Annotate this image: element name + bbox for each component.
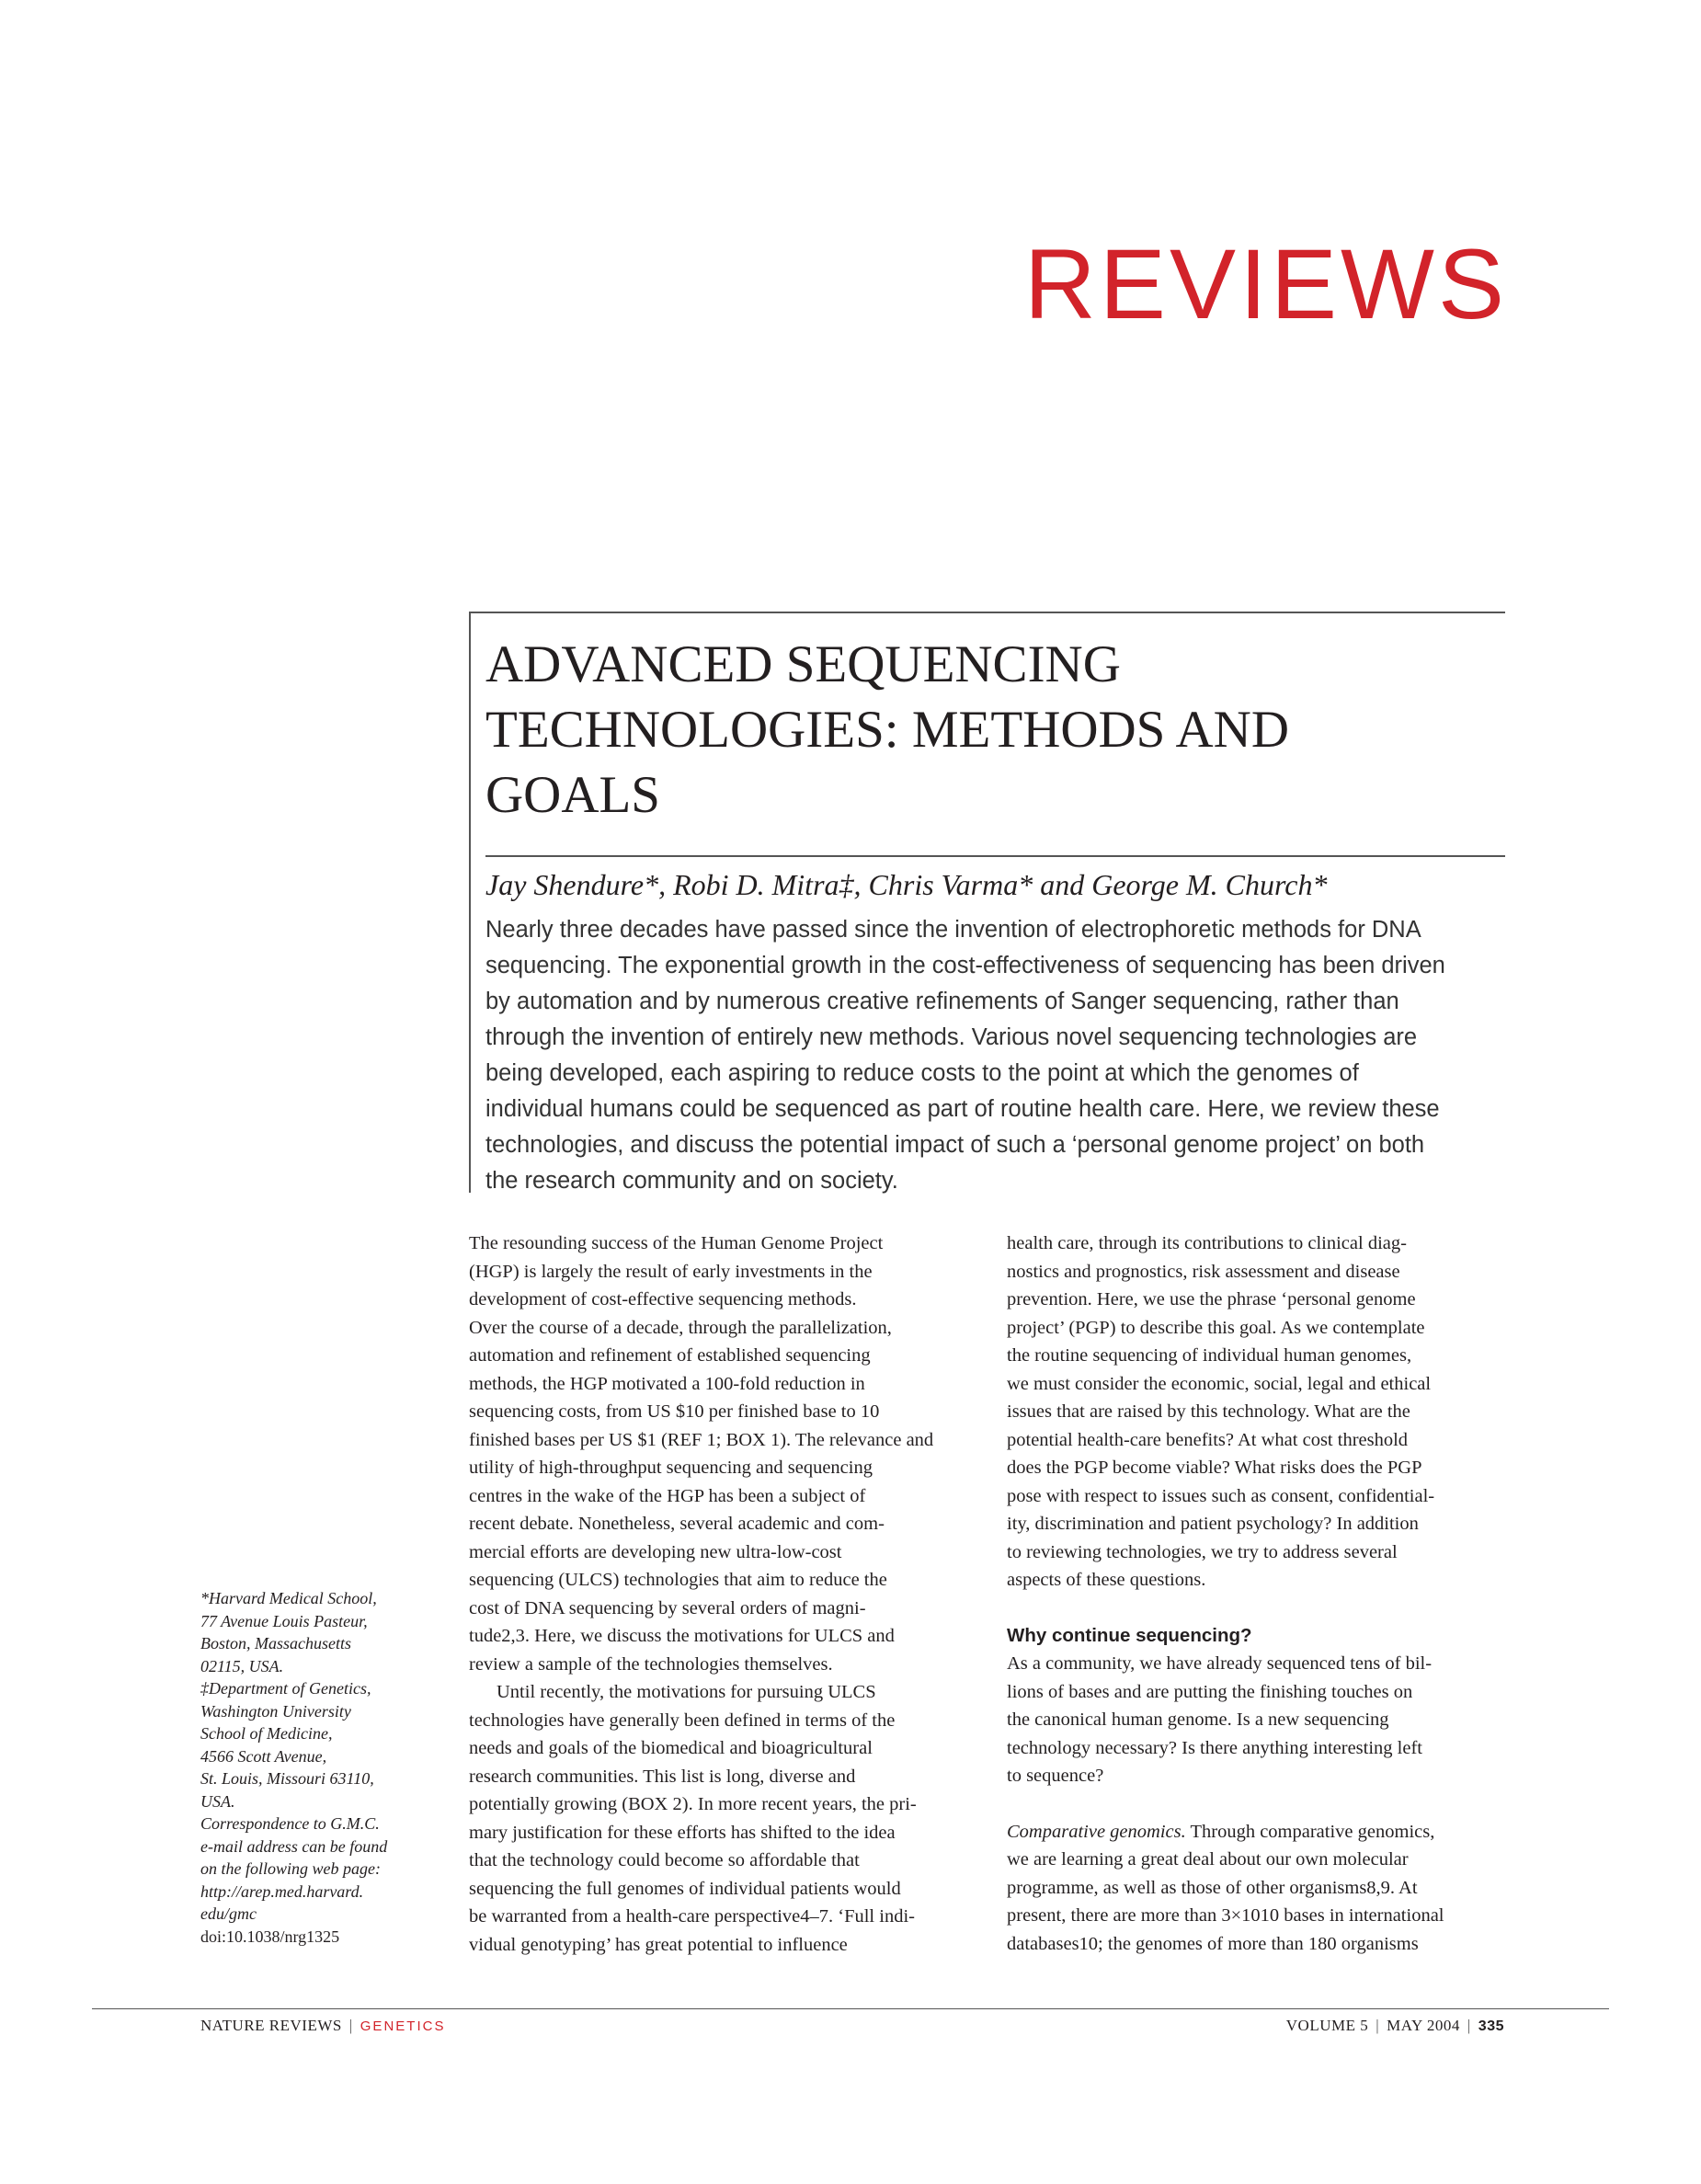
footer-issue xyxy=(1286,2017,1504,2035)
abstract-line: individual humans could be sequenced as part of routine health care. Here, we review these xyxy=(485,1096,1440,1122)
body-line: recent debate. Nonetheless, several academic and com- xyxy=(469,1514,885,1534)
abstract-line: sequencing. The exponential growth in the cost-effectiveness of sequencing has been driven xyxy=(485,953,1445,978)
body-line: sequencing the full genomes of individual patients would xyxy=(469,1878,901,1899)
title-line: TECHNOLOGIES: METHODS AND xyxy=(485,701,1289,759)
affiliation-line: St. Louis, Missouri 63110, xyxy=(200,1769,374,1788)
doi: doi:10.1038/nrg1325 xyxy=(200,1927,340,1946)
body-line: we must consider the economic, social, legal and ethical xyxy=(1007,1373,1432,1394)
issue-date: MAY 2004 xyxy=(1387,2017,1460,2034)
body-line: lions of bases and are putting the finishing touches on xyxy=(1007,1681,1413,1702)
body-line: present, there are more than 3×1010 bases in international xyxy=(1007,1905,1444,1926)
body-line: As a community, we have already sequenced tens of bil- xyxy=(1007,1653,1433,1674)
body-line: utility of high-throughput sequencing and sequencing xyxy=(469,1458,873,1478)
body-line: Until recently, the motivations for pursuing ULCS xyxy=(497,1682,876,1702)
body-line: the routine sequencing of individual human genomes, xyxy=(1007,1345,1412,1366)
body-line: that the technology could become so affordable that xyxy=(469,1850,860,1870)
body-line: sequencing (ULCS) technologies that aim to reduce the xyxy=(469,1570,887,1590)
body-line: development of cost-effective sequencing methods. xyxy=(469,1289,857,1309)
body-line: The resounding success of the Human Genome Project xyxy=(469,1233,884,1253)
separator: | xyxy=(348,2017,353,2034)
body-line: technologies have generally been defined in terms of the xyxy=(469,1709,896,1731)
affiliation-line: 77 Avenue Louis Pasteur, xyxy=(200,1611,368,1630)
affiliation-line: Washington University xyxy=(200,1701,351,1721)
title-divider xyxy=(485,855,1505,857)
body-line: nostics and prognostics, risk assessment and disease xyxy=(1007,1261,1400,1282)
body-line: needs and goals of the biomedical and bioagricultural xyxy=(469,1738,873,1758)
body-line: prevention. Here, we use the phrase ‘personal genome xyxy=(1007,1289,1416,1309)
body-line: review a sample of the technologies themselves. xyxy=(469,1653,833,1675)
body-line: technology necessary? Is there anything interesting left xyxy=(1007,1737,1422,1758)
body-line: to reviewing technologies, we try to address several xyxy=(1007,1541,1398,1562)
section-heading: Why continue sequencing? xyxy=(1007,1624,1252,1646)
affiliation-line: School of Medicine, xyxy=(200,1724,333,1743)
affiliation-line: *Harvard Medical School, xyxy=(200,1589,377,1607)
body-text: Through comparative genomics, xyxy=(1185,1821,1435,1842)
body-line: does the PGP become viable? What risks does the PGP xyxy=(1007,1458,1422,1478)
abstract-line: being developed, each aspiring to reduce costs to the point at which the genomes of xyxy=(485,1060,1359,1086)
body-line: sequencing costs, from US $10 per finished base to 10 xyxy=(469,1401,880,1422)
affiliation-line[interactable]: http://arep.med.harvard. xyxy=(200,1881,364,1901)
body-column-left xyxy=(469,1229,965,1959)
body-line: automation and refinement of established sequencing xyxy=(469,1345,871,1366)
body-line: aspects of these questions. xyxy=(1007,1570,1206,1590)
separator: | xyxy=(1376,2017,1380,2034)
abstract-line: Nearly three decades have passed since the invention of electrophoretic methods for DNA xyxy=(485,917,1421,943)
body-line: mercial efforts are developing new ultra-low-cost xyxy=(469,1541,842,1562)
body-line: tude2,3. Here, we discuss the motivations for ULCS and xyxy=(469,1626,895,1646)
body-line: ity, discrimination and patient psychology? In addition xyxy=(1007,1514,1419,1534)
body-line: research communities. This list is long, diverse and xyxy=(469,1766,856,1787)
body-line: databases10; the genomes of more than 180 organisms xyxy=(1007,1933,1419,1954)
body-line: health care, through its contributions to clinical diag- xyxy=(1007,1233,1407,1253)
body-line: pose with respect to issues such as consent, confidential- xyxy=(1007,1485,1435,1506)
abstract-line: through the invention of entirely new methods. Various novel sequencing technologies are xyxy=(485,1024,1418,1050)
body-line xyxy=(1007,1818,1503,1847)
abstract-line: by automation and by numerous creative refinements of Sanger sequencing, rather than xyxy=(485,989,1399,1014)
subsection-heading: Comparative genomics. xyxy=(1007,1821,1186,1842)
affiliation-line: USA. xyxy=(200,1791,235,1811)
title-line: ADVANCED SEQUENCING xyxy=(485,635,1121,693)
body-line: vidual genotyping’ has great potential to influence xyxy=(469,1934,848,1955)
article-header xyxy=(469,612,1505,1193)
body-line: Over the course of a decade, through the parallelization, xyxy=(469,1317,892,1338)
body-line: issues that are raised by this technology. What are the xyxy=(1007,1401,1410,1422)
body-line: potentially growing (BOX 2). In more recent years, the pri- xyxy=(469,1794,917,1814)
body-line: programme, as well as those of other organisms8,9. At xyxy=(1007,1877,1418,1898)
publisher-name: NATURE REVIEWS xyxy=(200,2017,342,2034)
affiliations xyxy=(200,1587,440,1948)
body-line: to sequence? xyxy=(1007,1766,1104,1786)
body-line: be warranted from a health-care perspective4–7. ‘Full indi- xyxy=(469,1906,915,1927)
body-line: (HGP) is largely the result of early investments in the xyxy=(469,1261,873,1282)
page-number: 335 xyxy=(1478,2018,1504,2034)
body-line: mary justification for these efforts has shifted to the idea xyxy=(469,1822,896,1843)
affiliation-line: ‡Department of Genetics, xyxy=(200,1679,371,1698)
body-line: centres in the wake of the HGP has been a subject of xyxy=(469,1485,866,1506)
body-line: potential health-care benefits? At what cost threshold xyxy=(1007,1429,1409,1450)
journal-name: GENETICS xyxy=(360,2018,446,2034)
affiliation-line: Boston, Massachusetts xyxy=(200,1634,351,1652)
footer-divider xyxy=(92,2008,1609,2009)
affiliation-line[interactable]: edu/gmc xyxy=(200,1904,257,1923)
volume: VOLUME 5 xyxy=(1285,2017,1369,2034)
affiliation-line: 4566 Scott Avenue, xyxy=(200,1746,327,1766)
abstract-line: the research community and on society. xyxy=(485,1168,898,1194)
paragraph-gap xyxy=(1007,1790,1503,1818)
author-list: Jay Shendure*, Robi D. Mitra‡, Chris Varma* and George M. Church* xyxy=(485,868,1328,901)
body-column-right xyxy=(1007,1229,1503,1958)
affiliation-line: Correspondence to G.M.C. xyxy=(200,1814,380,1833)
body-line: project’ (PGP) to describe this goal. As we contemplate xyxy=(1007,1317,1425,1338)
article-title xyxy=(485,632,1289,828)
abstract-line: technologies, and discuss the potential impact of such a ‘personal genome project’ on both xyxy=(485,1132,1425,1158)
affiliation-line: 02115, USA. xyxy=(200,1656,284,1675)
section-label: REVIEWS xyxy=(1023,228,1508,339)
body-line: we are learning a great deal about our own molecular xyxy=(1007,1849,1409,1870)
abstract xyxy=(485,912,1506,1199)
separator: | xyxy=(1467,2017,1471,2034)
affiliation-line: on the following web page: xyxy=(200,1859,381,1878)
footer-journal xyxy=(200,2017,445,2035)
title-line: GOALS xyxy=(485,766,661,824)
body-line: methods, the HGP motivated a 100-fold reduction in xyxy=(469,1373,865,1394)
body-line: the canonical human genome. Is a new sequencing xyxy=(1007,1709,1389,1730)
affiliation-line: e-mail address can be found xyxy=(200,1836,388,1856)
body-line: finished bases per US $1 (REF 1; BOX 1). The relevance and xyxy=(469,1429,934,1450)
body-line: cost of DNA sequencing by several orders of magni- xyxy=(469,1597,866,1618)
